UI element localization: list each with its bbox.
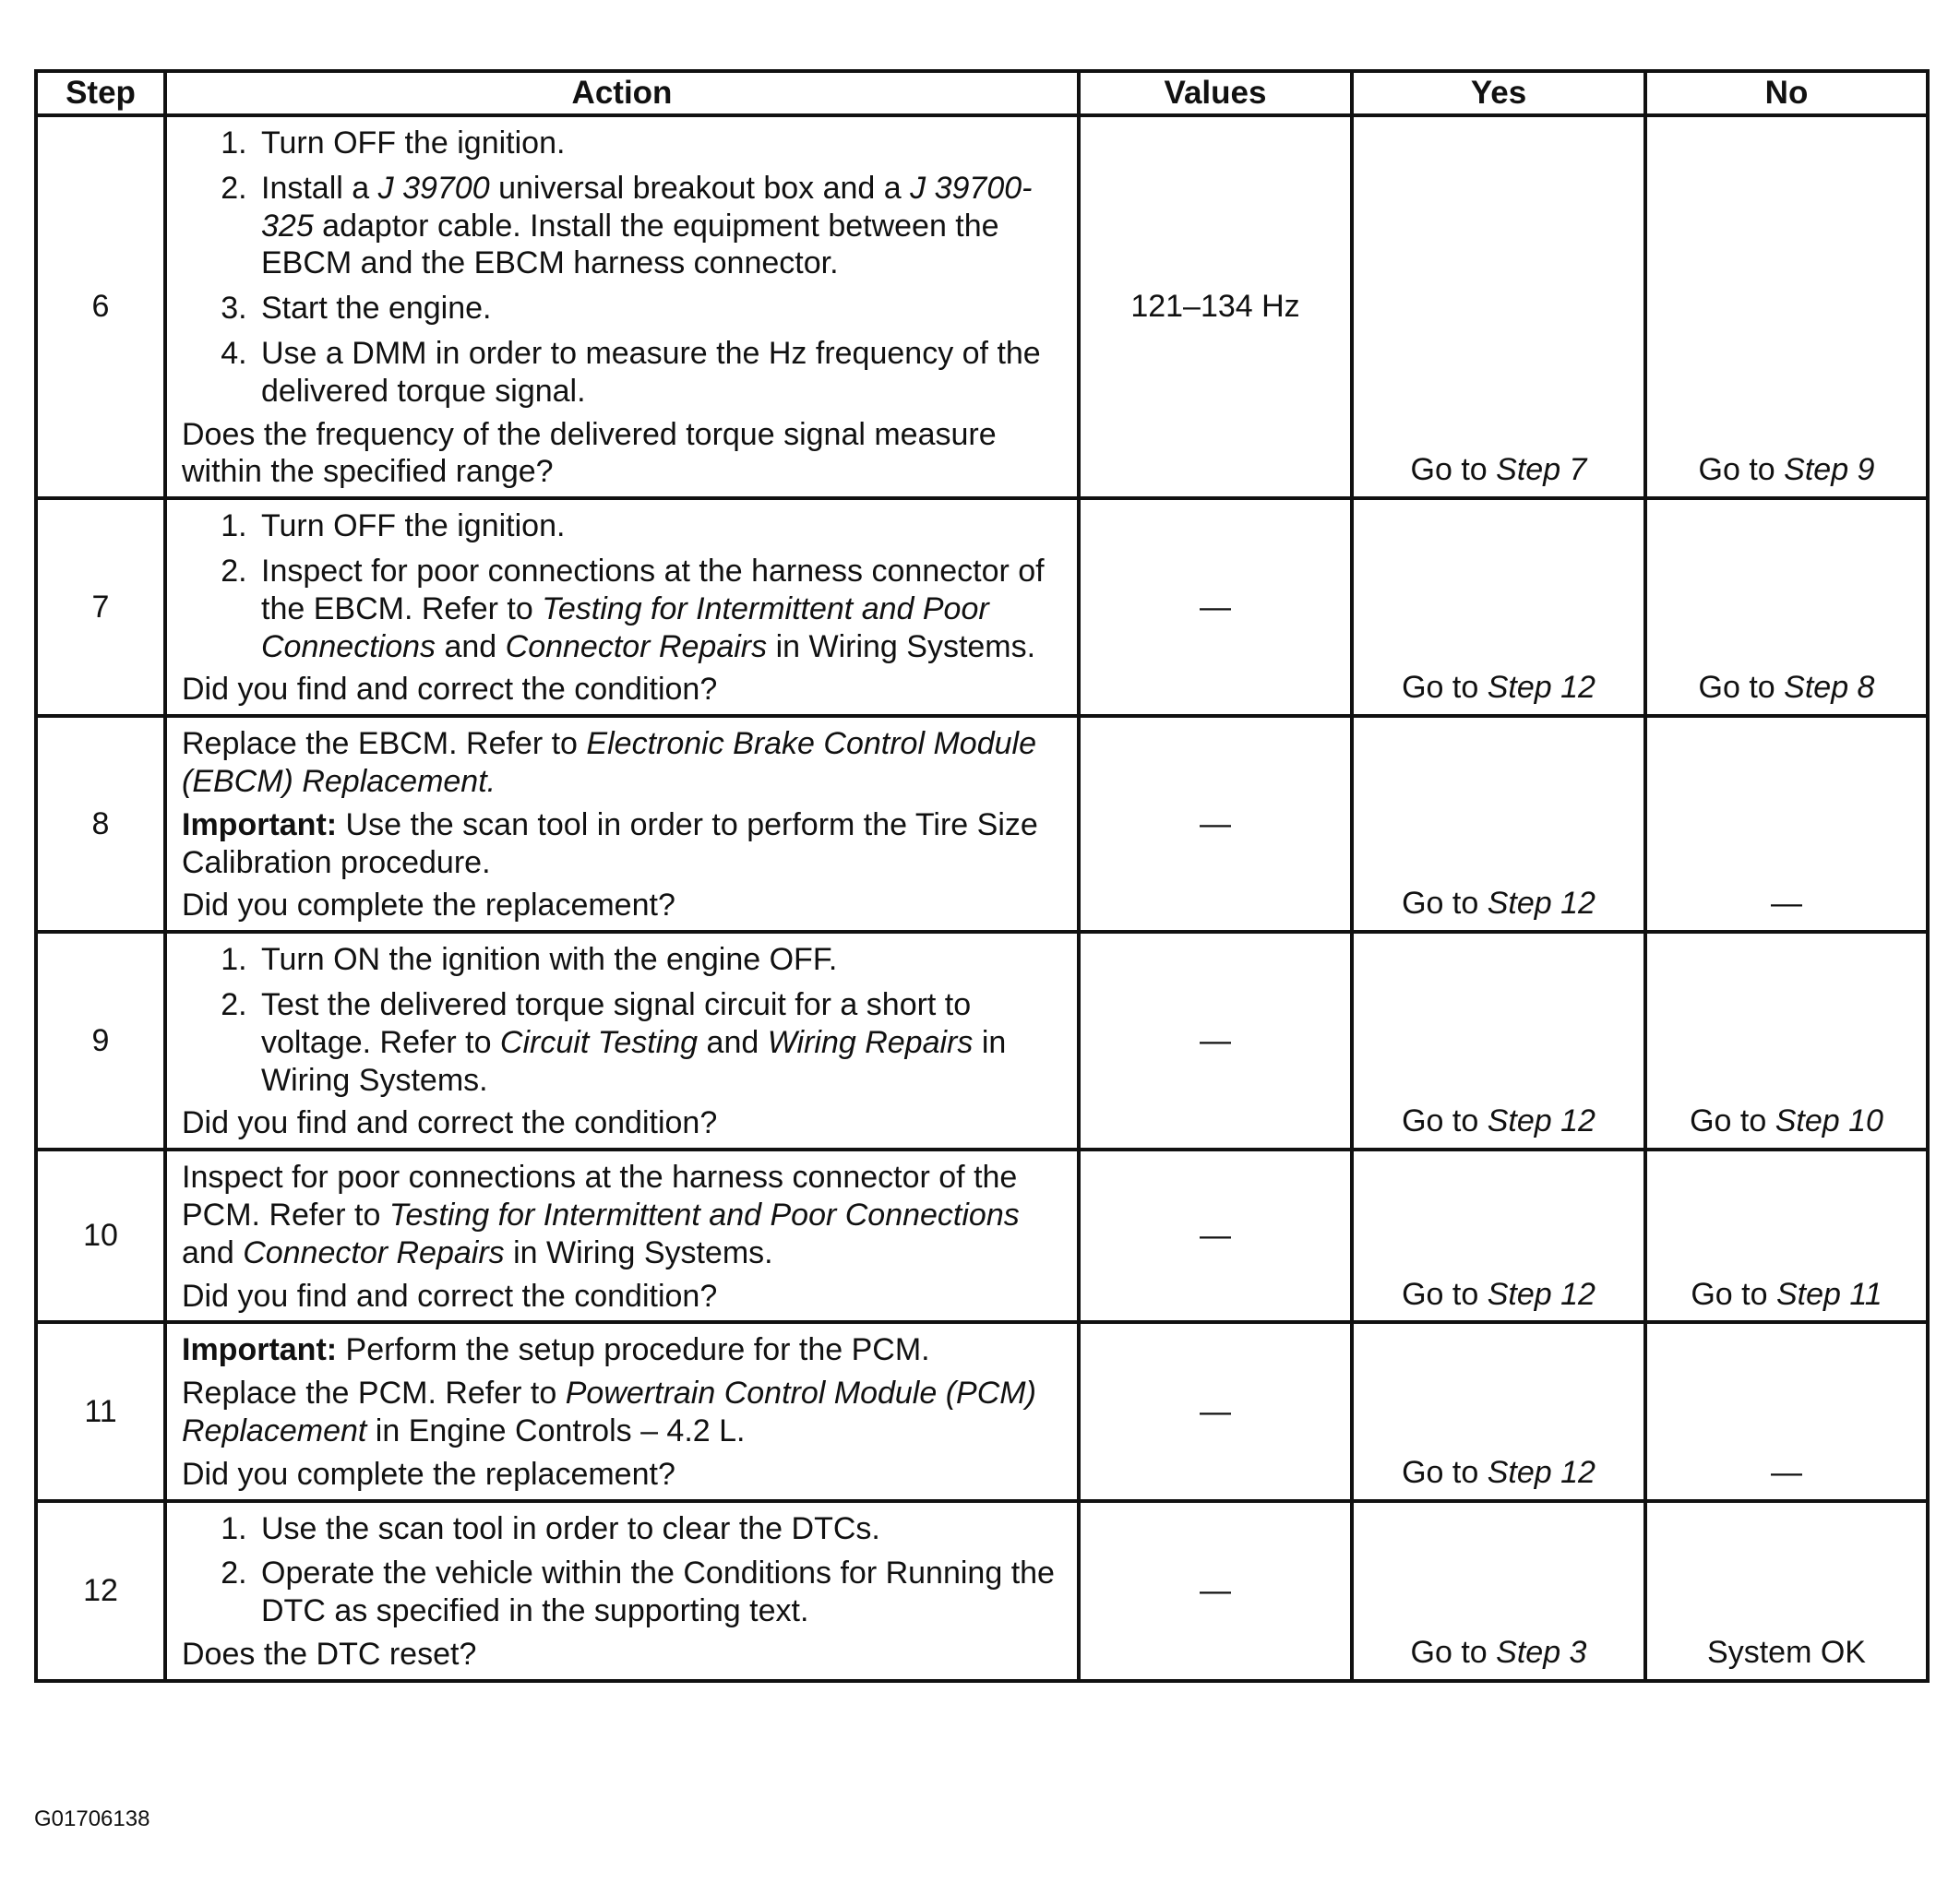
action-paragraph [182,1159,1062,1271]
text-run: Turn OFF the ignition. [261,125,566,161]
text-run: Did you find and correct the condition? [182,1105,718,1141]
no-result-prefix: — [1771,1454,1802,1490]
text-run: Connector Repairs [505,628,768,664]
text-run: Turn ON the ignition with the engine OFF. [261,942,838,978]
action-question [182,416,1062,492]
no-result-prefix: Go to [1698,452,1775,488]
text-run: Replace the EBCM. Refer to [182,726,587,762]
yes-result-prefix: Go to [1402,1454,1479,1490]
action-steps-list [182,125,1062,411]
no-result-cell [1645,1501,1928,1681]
yes-result-step-link: Step 12 [1487,1103,1595,1139]
action-steps-list [182,507,1062,665]
action-content [182,941,1062,1142]
step-number: 7 [36,498,165,716]
header-no: No [1645,71,1928,115]
action-cell [165,1322,1079,1500]
yes-result-step-link: Step 12 [1487,1276,1595,1312]
table-row [36,115,1928,498]
text-run: Start the engine. [261,291,492,327]
table-row [36,1501,1928,1681]
text-run: and [436,628,506,664]
text-run: adaptor cable. Install the equipment between the EBCM and the EBCM harness connector. [261,208,999,281]
yes-result-cell [1352,115,1645,498]
no-result-cell [1645,1322,1928,1500]
values-cell: — [1079,716,1352,932]
action-step-item [256,1510,1062,1548]
text-run: Use a DMM in order to measure the Hz frequency of the delivered torque signal. [261,335,1041,409]
yes-result-step-link: Step 7 [1496,452,1587,488]
diagnostic-table [34,69,1930,1683]
yes-result-prefix: Go to [1402,1276,1479,1312]
text-run: Use the scan tool in order to clear the DTCs. [261,1510,880,1546]
yes-result-prefix: Go to [1402,1103,1479,1139]
action-steps-list [182,941,1062,1099]
action-step-item [256,553,1062,665]
action-content [182,1159,1062,1315]
no-result-prefix: Go to [1691,1276,1768,1312]
action-paragraph [182,1331,1062,1369]
text-run: and [182,1234,244,1270]
yes-result-prefix: Go to [1402,886,1479,922]
action-question [182,1104,1062,1142]
action-cell [165,1501,1079,1681]
yes-result-step-link: Step 12 [1487,670,1595,706]
action-cell [165,1150,1079,1322]
text-run: Inspect for poor connections at the harness connector of the PCM. Refer to [182,1160,1018,1233]
text-run: Testing for Intermittent and Poor Connections [388,1197,1020,1233]
values-cell: — [1079,932,1352,1150]
text-run: in Wiring Systems. [504,1234,773,1270]
action-steps-list [182,1510,1062,1630]
text-run: Use the scan tool in order to perform the Tire Size Calibration procedure. [182,806,1038,880]
yes-result-prefix: Go to [1402,670,1479,706]
text-run: universal breakout box and a [489,170,911,206]
yes-result-prefix: Go to [1410,452,1488,488]
text-run: Perform the setup procedure for the PCM. [337,1332,930,1368]
no-result-prefix: Go to [1698,670,1775,706]
text-run: in Wiring Systems. [767,628,1036,664]
no-result-cell [1645,1150,1928,1322]
action-question [182,1456,1062,1494]
action-step-item [256,986,1062,1099]
action-step-item [256,290,1062,328]
yes-result-prefix: Go to [1410,1634,1488,1670]
no-result-prefix: — [1771,886,1802,922]
text-run: Important: [182,806,338,842]
text-run: Circuit Testing [499,1024,699,1060]
action-question [182,671,1062,709]
table-body [36,115,1928,1681]
yes-result-cell [1352,1322,1645,1500]
yes-result-cell [1352,716,1645,932]
action-content [182,125,1062,491]
table-header [36,71,1928,115]
text-run: Replace the PCM. Refer to [182,1376,566,1412]
step-number: 10 [36,1150,165,1322]
text-run: Does the DTC reset? [182,1636,477,1672]
text-run: Connector Repairs [243,1234,505,1270]
step-number: 12 [36,1501,165,1681]
action-step-item [256,941,1062,979]
action-cell [165,716,1079,932]
no-result-prefix: Go to [1690,1103,1767,1139]
table-row [36,932,1928,1150]
action-content [182,1510,1062,1674]
text-run: J 39700-325 [261,170,1033,244]
text-run: Testing for Intermittent and Poor Connections [261,590,989,664]
text-run: Did you complete the replacement? [182,888,675,924]
no-result-cell [1645,498,1928,716]
no-result-step-link: Step 11 [1775,1276,1882,1312]
header-action: Action [165,71,1079,115]
yes-result-cell [1352,932,1645,1150]
text-run: Operate the vehicle within the Conditions for Running the DTC as specified in the supporting text. [261,1555,1055,1629]
action-step-item [256,507,1062,545]
text-run: Inspect for poor connections at the harness connector of the EBCM. Refer to [261,553,1045,626]
no-result-cell [1645,932,1928,1150]
header-values: Values [1079,71,1352,115]
yes-result-cell [1352,1150,1645,1322]
text-run: Does the frequency of the delivered torque signal measure within the specified range? [182,416,997,490]
header-row [36,71,1928,115]
no-result-step-link: Step 8 [1784,670,1875,706]
text-run: Test the delivered torque signal circuit for a short to voltage. Refer to [261,986,972,1060]
header-step: Step [36,71,165,115]
step-number: 8 [36,716,165,932]
table-row [36,498,1928,716]
action-question [182,1636,1062,1674]
figure-id: G01706138 [34,1806,150,1831]
text-run: J 39700 [377,170,490,206]
action-step-item [256,335,1062,411]
action-content [182,725,1062,924]
yes-result-step-link: Step 12 [1487,886,1595,922]
text-run: Did you find and correct the condition? [182,1278,718,1314]
action-question [182,1278,1062,1316]
no-result-step-link: Step 9 [1784,452,1875,488]
text-run: Important: [182,1332,338,1368]
text-run: Install a [261,170,378,206]
values-cell: — [1079,1322,1352,1500]
text-run: Electronic Brake Control Module (EBCM) Replacement. [182,726,1036,799]
no-result-prefix: System OK [1707,1634,1866,1670]
action-paragraph [182,725,1062,801]
values-cell: — [1079,498,1352,716]
text-run: Powertrain Control Module (PCM) Replacement [182,1376,1036,1448]
text-run: and [698,1024,768,1060]
text-run: Wiring Repairs [767,1024,974,1060]
values-cell: — [1079,1501,1352,1681]
text-run: in Engine Controls – 4.2 L. [366,1412,746,1448]
text-run: Did you find and correct the condition? [182,672,718,708]
yes-result-cell [1352,498,1645,716]
action-paragraph [182,806,1062,882]
no-result-step-link: Step 10 [1775,1103,1883,1139]
text-run: in Wiring Systems. [261,1024,1007,1098]
action-content [182,507,1062,709]
step-number: 9 [36,932,165,1150]
values-cell: 121–134 Hz [1079,115,1352,498]
table-row [36,1150,1928,1322]
action-cell [165,498,1079,716]
yes-result-step-link: Step 12 [1487,1454,1595,1490]
yes-result-cell [1352,1501,1645,1681]
header-yes: Yes [1352,71,1645,115]
action-step-item [256,170,1062,282]
table-row [36,1322,1928,1500]
step-number: 11 [36,1322,165,1500]
no-result-cell [1645,716,1928,932]
action-step-item [256,125,1062,162]
step-number: 6 [36,115,165,498]
action-question [182,887,1062,924]
action-content [182,1331,1062,1493]
action-cell [165,932,1079,1150]
no-result-cell [1645,115,1928,498]
text-run: Turn OFF the ignition. [261,508,566,544]
action-cell [165,115,1079,498]
values-cell: — [1079,1150,1352,1322]
table-row [36,716,1928,932]
action-step-item [256,1555,1062,1630]
yes-result-step-link: Step 3 [1496,1634,1587,1670]
text-run: Did you complete the replacement? [182,1456,675,1492]
action-paragraph [182,1375,1062,1450]
